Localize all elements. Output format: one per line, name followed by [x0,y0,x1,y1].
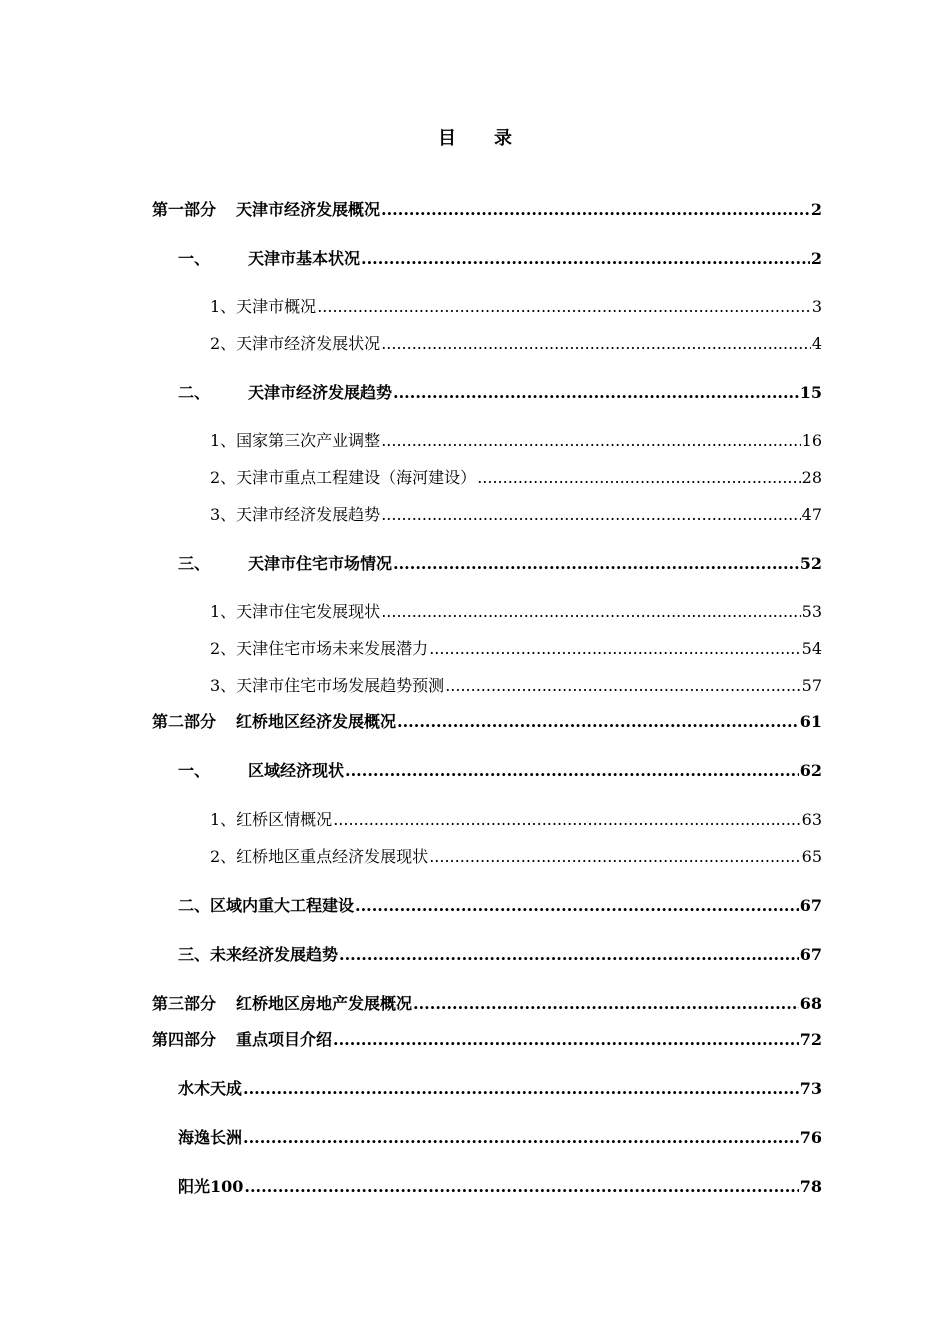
dot-leader [333,809,800,831]
dot-leader [413,993,799,1015]
toc-entry-text: 重点项目介绍 [236,1030,333,1049]
toc-entry[interactable] [210,296,822,318]
toc-entry-label [178,553,392,575]
toc-entry-label [178,1078,242,1100]
toc-entry-page: 63 [801,810,822,829]
toc-entry-page: 28 [801,468,822,487]
toc-entry[interactable] [178,1078,822,1100]
toc-entry[interactable] [178,760,822,782]
toc-entry[interactable] [178,1176,822,1198]
toc-entry-label [152,1029,332,1051]
toc-entry-prefix: 二、 [178,383,211,402]
dot-leader [333,1029,799,1051]
dot-leader [355,895,799,917]
dot-leader [243,1078,799,1100]
toc-title-char-1: 目 [438,128,456,149]
dot-leader [361,248,810,270]
toc-entry-label [178,1176,243,1198]
toc-entry-page: 3 [811,297,822,316]
dot-leader [381,430,800,452]
toc-entry[interactable] [210,846,822,868]
toc-entry-text: 天津市住宅市场情况 [248,554,393,573]
toc-entry[interactable] [210,675,822,697]
toc-entry-label [210,504,380,526]
toc-entry-text: 天津市基本状况 [248,249,361,268]
toc-entry[interactable] [178,944,822,966]
toc-entry-prefix: 第三部分 [152,994,217,1013]
toc-entry-text: 2、天津市重点工程建设（海河建设） [210,468,477,487]
dot-leader [477,467,800,489]
toc-entry-prefix: 第四部分 [152,1030,217,1049]
toc-title [0,124,950,150]
toc-entry-page: 2 [810,249,822,268]
dot-leader [345,760,799,782]
toc-entry-text: 1、红桥区情概况 [210,810,333,829]
toc-entry-text: 天津市经济发展概况 [236,200,381,219]
toc-entry-prefix: 第二部分 [152,712,217,731]
toc-entry[interactable] [210,809,822,831]
toc-entry-text: 红桥地区经济发展概况 [236,712,397,731]
dot-leader [317,296,811,318]
toc-entry-text: 2、天津住宅市场未来发展潜力 [210,639,429,658]
toc-entry[interactable] [210,504,822,526]
dot-leader [244,1176,798,1198]
toc-entry-prefix: 三、 [178,554,211,573]
toc-entry-prefix: 一、 [178,249,211,268]
dot-leader [381,601,800,623]
toc-entry-label [210,809,332,831]
dot-leader [381,333,811,355]
toc-entry-page: 47 [801,505,822,524]
toc-entry-text: 水木天成 [178,1079,243,1098]
toc-entry-text: 红桥地区房地产发展概况 [236,994,413,1013]
dot-leader [393,553,799,575]
toc-entry-text: 3、天津市住宅市场发展趋势预测 [210,676,445,695]
toc-entry-text: 1、天津市概况 [210,297,317,316]
toc-entry-page: 73 [799,1079,822,1098]
toc-entry[interactable] [210,467,822,489]
toc-entry[interactable] [178,248,822,270]
toc-entry-page: 2 [810,200,822,219]
toc-entry-label [178,1127,242,1149]
toc-entry-page: 15 [799,383,822,402]
toc-entry-page: 76 [799,1128,822,1147]
toc-entry-label [210,675,444,697]
dot-leader [397,711,799,733]
toc-entry-text: 天津市经济发展趋势 [248,383,393,402]
toc-entry[interactable] [178,382,822,404]
toc-entry-page: 4 [811,334,822,353]
toc-entry-label [178,382,392,404]
toc-entry-text: 2、天津市经济发展状况 [210,334,381,353]
toc-entry-page: 67 [799,945,822,964]
toc-entry-text: 海逸长洲 [178,1128,243,1147]
toc-entry-page: 57 [801,676,822,695]
toc-entry-label [152,711,396,733]
toc-entry-label [210,296,316,318]
toc-entry-prefix: 第一部分 [152,200,217,219]
toc-entry-text: 1、国家第三次产业调整 [210,431,381,450]
toc-entry[interactable] [210,430,822,452]
dot-leader [243,1127,799,1149]
toc-entry-page: 16 [801,431,822,450]
toc-entry-text: 二、区域内重大工程建设 [178,896,355,915]
toc-entry[interactable] [152,711,822,733]
toc-entry[interactable] [152,1029,822,1051]
toc-entry-text: 区域经济现状 [248,761,345,780]
toc-entry-text: 1、天津市住宅发展现状 [210,602,381,621]
dot-leader [445,675,800,697]
toc-entry[interactable] [178,895,822,917]
toc-entry[interactable] [152,993,822,1015]
toc-entry-label [178,944,338,966]
dot-leader [429,846,800,868]
dot-leader [393,382,799,404]
toc-entry-page: 53 [801,602,822,621]
toc-entry-text: 3、天津市经济发展趋势 [210,505,381,524]
toc-entry-page: 78 [799,1177,822,1196]
toc-entry[interactable] [210,638,822,660]
toc-entry-label [178,760,344,782]
toc-entry[interactable] [210,601,822,623]
toc-entry-label [152,993,412,1015]
dot-leader [381,199,810,221]
toc-entry-page: 54 [801,639,822,658]
toc-entry-label [178,248,360,270]
toc-entry-label [178,895,354,917]
toc-entry-label [152,199,380,221]
toc-entry-page: 61 [799,712,822,731]
toc-entry[interactable] [178,553,822,575]
dot-leader [429,638,800,660]
toc-entry-label [210,467,476,489]
dot-leader [339,944,799,966]
toc-title-char-2: 录 [494,128,512,149]
dot-leader [381,504,800,526]
toc-entry-page: 62 [799,761,822,780]
toc-entry[interactable] [152,199,822,221]
toc-entry-page: 72 [799,1030,822,1049]
toc-entry-prefix: 一、 [178,761,211,780]
toc-entry[interactable] [178,1127,822,1149]
toc-entry-label [210,430,380,452]
toc-entry[interactable] [210,333,822,355]
toc-entry-page: 65 [801,847,822,866]
toc-entry-page: 67 [799,896,822,915]
toc-entry-label [210,638,428,660]
toc-entry-label [210,846,428,868]
toc-entry-page: 52 [799,554,822,573]
toc-entry-label [210,601,380,623]
toc-entry-label [210,333,380,355]
toc-entry-page: 68 [799,994,822,1013]
toc-entry-text: 2、红桥地区重点经济发展现状 [210,847,429,866]
toc-entry-text: 阳光100 [178,1177,244,1196]
toc-entry-text: 三、未来经济发展趋势 [178,945,339,964]
